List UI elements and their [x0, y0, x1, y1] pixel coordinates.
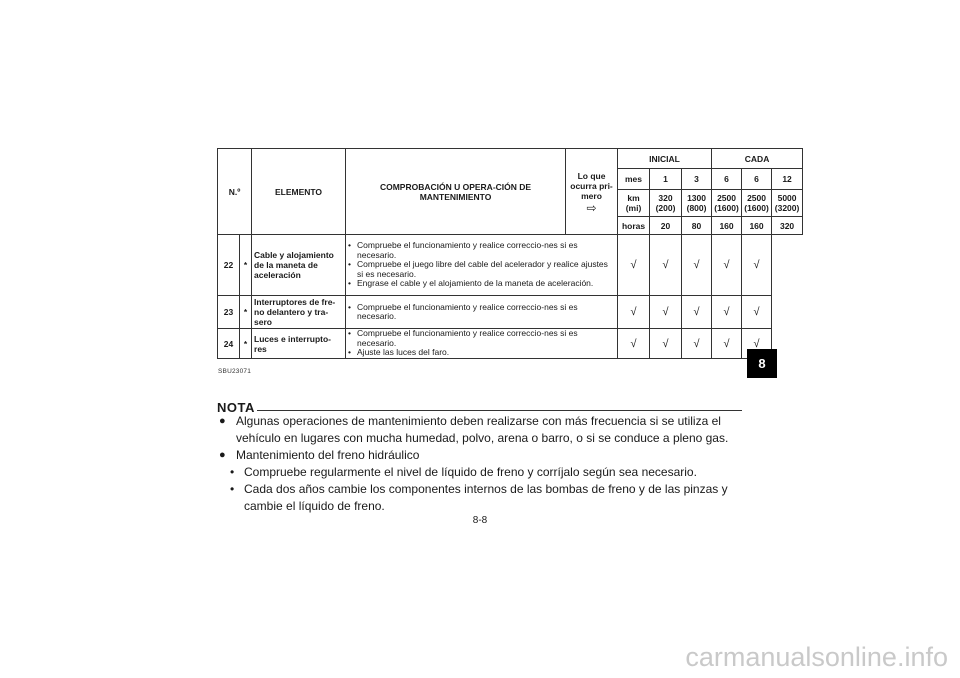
check-item: • Compruebe el funcionamiento y realice correccio-nes si es necesario. — [348, 241, 615, 260]
row-checks — [346, 296, 618, 329]
header-num: N.º — [218, 149, 252, 235]
check-mark: √ — [712, 329, 742, 359]
row-element: Luces e interrupto-res — [252, 329, 346, 359]
check-mark: √ — [742, 296, 772, 329]
note-item — [217, 447, 744, 464]
header-interval: 1300 (800) — [682, 190, 712, 217]
check-item: • Engrase el cable y el alojamiento de la maneta de aceleración. — [348, 279, 615, 289]
note-item — [217, 413, 744, 447]
check-mark: √ — [682, 235, 712, 296]
table-row — [218, 296, 803, 329]
note-text: Compruebe regularmente el nivel de líquido de freno y corríjalo según sea necesario. — [244, 465, 697, 479]
header-interval: 5000 (3200) — [772, 190, 803, 217]
header-first-label: Lo que ocurra pri-mero — [570, 170, 613, 201]
check-mark: √ — [742, 329, 772, 359]
header-interval: 6 — [712, 169, 742, 190]
header-unit-label: horas — [618, 217, 650, 235]
header-interval: 320 (200) — [650, 190, 682, 217]
header-unit-label: km (mi) — [618, 190, 650, 217]
row-checks — [346, 329, 618, 359]
section-code: SBU23071 — [218, 368, 252, 375]
header-interval: 1 — [650, 169, 682, 190]
watermark: carmanualsonline.info — [685, 642, 948, 672]
row-asterisk: * — [240, 329, 252, 359]
check-mark: √ — [712, 235, 742, 296]
check-mark: √ — [650, 235, 682, 296]
row-asterisk: * — [240, 235, 252, 296]
header-interval: 20 — [650, 217, 682, 235]
header-unit-label: mes — [618, 169, 650, 190]
check-mark: √ — [650, 329, 682, 359]
check-mark: √ — [618, 296, 650, 329]
header-interval: 160 — [712, 217, 742, 235]
header-interval: 320 — [772, 217, 803, 235]
check-mark: √ — [682, 296, 712, 329]
check-item: • Ajuste las luces del faro. — [348, 348, 615, 358]
table-row — [218, 235, 803, 296]
arrow-right-outline-icon: ⇨ — [586, 200, 597, 215]
note-subitem — [217, 481, 744, 515]
check-mark: √ — [682, 329, 712, 359]
header-element: ELEMENTO — [252, 149, 346, 235]
filled-circle-bullet-icon: ● — [219, 415, 226, 427]
note-divider — [257, 410, 742, 411]
note-text: Algunas operaciones de mantenimiento deben realizarse con más frecuencia si se utiliza el vehículo en lugares con mucha humedad, polvo, arena o barro, o si se conduce a pleno gas. — [236, 414, 729, 445]
header-interval: 12 — [772, 169, 803, 190]
header-interval: 2500 (1600) — [712, 190, 742, 217]
check-item: • Compruebe el juego libre del cable del acelerador y realice ajustes si es necesario. — [348, 260, 615, 279]
row-number: 22 — [218, 235, 240, 296]
note-subitem — [217, 464, 744, 481]
header-interval: 6 — [742, 169, 772, 190]
row-element: Interruptores de fre-no delantero y tra-sero — [252, 296, 346, 329]
bullet-icon: • — [230, 465, 235, 479]
row-number: 24 — [218, 329, 240, 359]
check-mark: √ — [712, 296, 742, 329]
check-mark: √ — [618, 235, 650, 296]
row-number: 23 — [218, 296, 240, 329]
table-row — [218, 329, 803, 359]
row-checks — [346, 235, 618, 296]
maintenance-table — [217, 148, 803, 359]
bullet-icon: • — [230, 482, 235, 496]
header-interval: 2500 (1600) — [742, 190, 772, 217]
check-item: • Compruebe el funcionamiento y realice correccio-nes si es necesario. — [348, 329, 615, 348]
header-initial: INICIAL — [618, 149, 712, 169]
note-text: Cada dos años cambie los componentes internos de las bombas de freno y de las pinzas y cambie el líquido de freno. — [244, 482, 728, 513]
note-title: NOTA — [217, 400, 255, 415]
header-interval: 3 — [682, 169, 712, 190]
filled-circle-bullet-icon: ● — [219, 449, 226, 461]
page-number: 8-8 — [472, 515, 488, 526]
header-interval: 160 — [742, 217, 772, 235]
header-check: COMPROBACIÓN U OPERA-CIÓN DE MANTENIMIENTO — [346, 149, 566, 235]
row-asterisk: * — [240, 296, 252, 329]
note-text: Mantenimiento del freno hidráulico — [236, 448, 420, 462]
check-item: • Compruebe el funcionamiento y realice correccio-nes si es necesario. — [348, 303, 615, 322]
header-first — [566, 149, 618, 235]
header-every: CADA — [712, 149, 803, 169]
check-mark: √ — [618, 329, 650, 359]
row-element: Cable y alojamiento de la maneta de aceleración — [252, 235, 346, 296]
check-mark: √ — [742, 235, 772, 296]
note-list — [217, 413, 744, 515]
chapter-tab: 8 — [747, 349, 777, 378]
header-interval: 80 — [682, 217, 712, 235]
check-mark: √ — [650, 296, 682, 329]
